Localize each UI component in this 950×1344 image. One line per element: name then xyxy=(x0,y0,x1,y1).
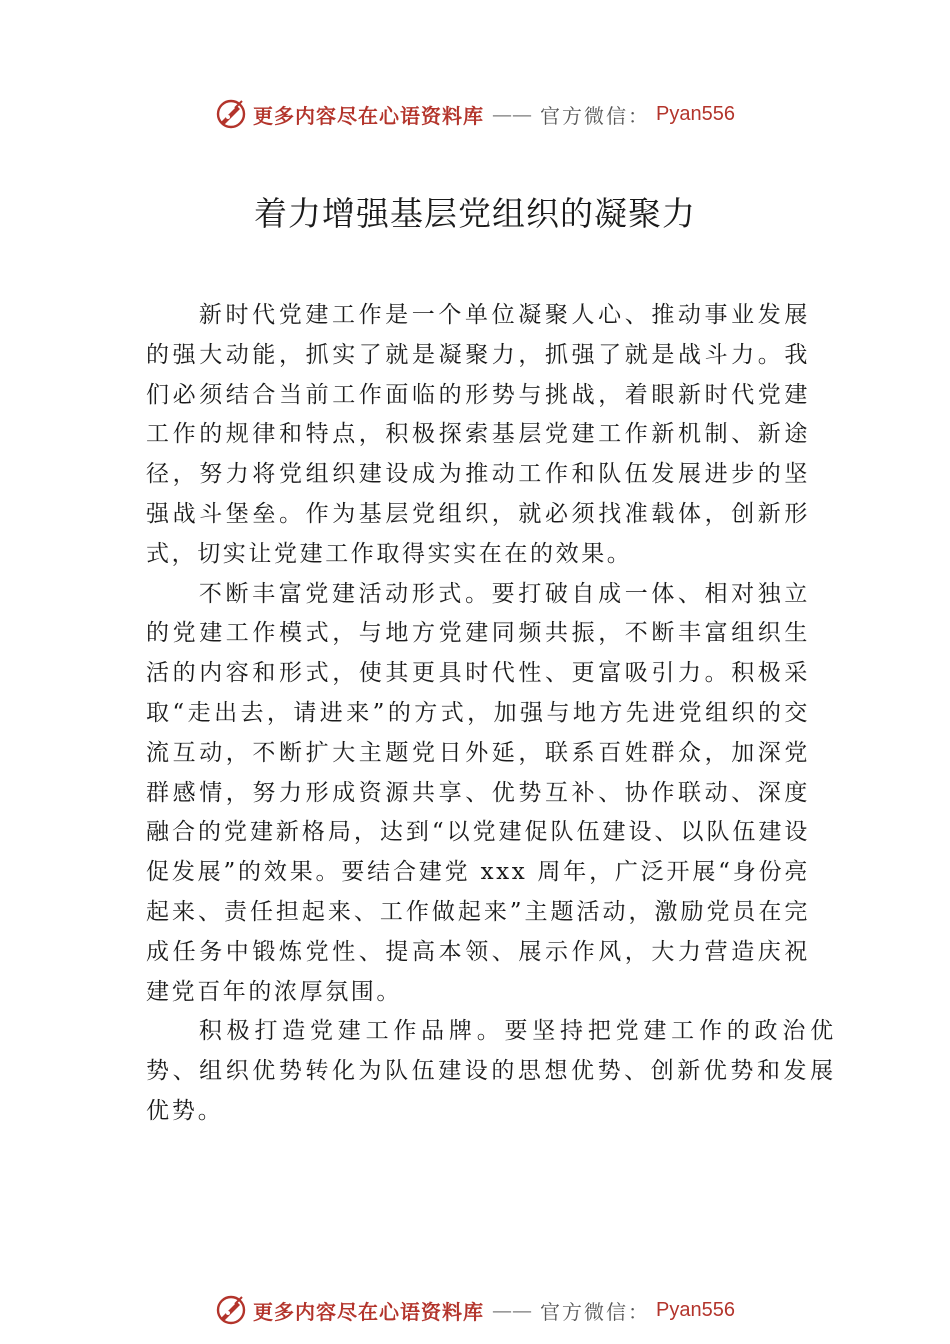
header-banner xyxy=(0,94,950,134)
banner-wechat-label: 官方微信： xyxy=(540,103,651,128)
quill-seal-icon xyxy=(215,98,247,130)
banner-wechat-id: Pyan556 xyxy=(656,102,735,125)
banner-slogan: 更多内容尽在心语资料库 xyxy=(253,103,485,128)
banner-slogan: 更多内容尽在心语资料库 xyxy=(253,1299,485,1324)
quill-seal-icon xyxy=(215,1294,247,1326)
banner-separator: —— xyxy=(492,1298,533,1322)
paragraph: 新时代党建工作是一个单位凝聚人心、推动事业发展的强大动能，抓实了就是凝聚力，抓强了就是战斗力。我们必须结合当前工作面临的形势与挑战，着眼新时代党建工作的规律和特点，积极探索基层党建工作新机制、新途径，努力将党组织建设成为推动工作和队伍发展进步的坚强战斗堡垒。作为基层党组织，就必须找准载体，创新形式，切实让党建工作取得实实在在的效果。 xyxy=(146,302,810,567)
paragraph: 不断丰富党建活动形式。要打破自成一体、相对独立的党建工作模式，与地方党建同频共振，不断丰富组织生活的内容和形式，使其更具时代性、更富吸引力。积极采取“走出去，请进来”的方式，加强与地方先进党组织的交流互动，不断扩大主题党日外延，联系百姓群众，加深党群感情，努力形成资源共享、优势互补、协作联动、深度融合的党建新格局，达到“以党建促队伍建设、以队伍建设促发展”的效果。要结合建党 xxx 周年，广泛开展“身份亮起来、责任担起来、工作做起来”主题活动，激励党员在完成任务中锻炼党性、提高本领、展示作风，大力营造庆祝建党百年的浓厚氛围。 xyxy=(146,580,810,1005)
paragraph: 积极打造党建工作品牌。要坚持把党建工作的政治优势、组织优势转化为队伍建设的思想优势、创新优势和发展优势。 xyxy=(146,1018,836,1124)
banner-separator: —— xyxy=(492,102,533,126)
document-body xyxy=(146,296,836,1132)
footer-banner xyxy=(0,1290,950,1330)
banner-wechat-id: Pyan556 xyxy=(656,1298,735,1321)
document-title: 着力增强基层党组织的凝聚力 xyxy=(254,194,696,233)
banner-wechat-label: 官方微信： xyxy=(540,1299,651,1324)
